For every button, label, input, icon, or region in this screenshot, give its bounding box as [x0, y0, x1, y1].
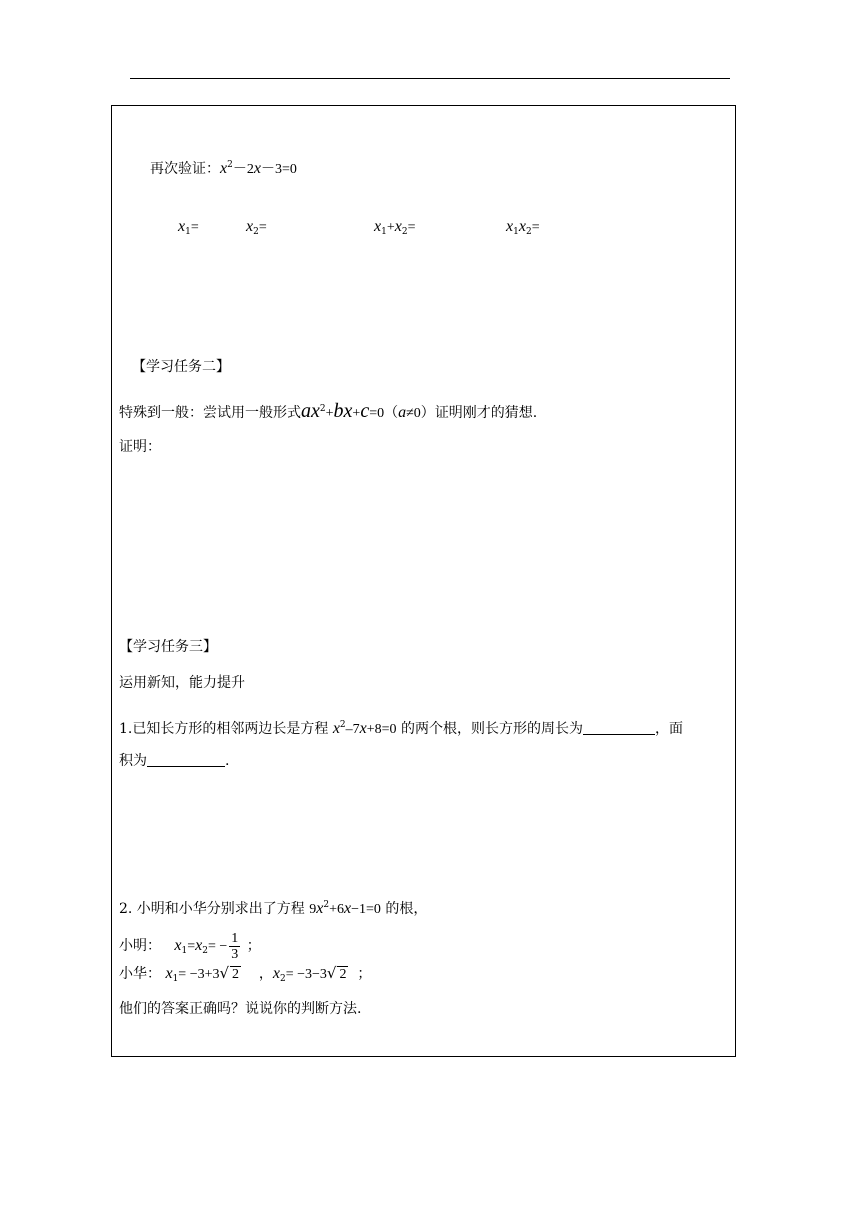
task2-intro: 特殊到一般：尝试用一般形式$ax^2+bx+c=0(a\ne 0)$证明刚才的猜想. — [119, 400, 538, 422]
sqrt-icon: √ — [219, 964, 230, 982]
sqrt-icon: √ — [326, 964, 337, 982]
proof-label: 证明： — [119, 439, 161, 455]
task3-subtitle: 运用新知，能力提升 — [119, 675, 245, 691]
xiaohua-answer: 小华： $x_1= -3+3√$ 2 ，$x_2= -3-3√$ 2 ； — [119, 964, 372, 984]
verify-line: 再次验证：$x^2-2x-3=0$ — [150, 160, 297, 177]
root-sum: $x_1+x_2=$ — [374, 218, 416, 237]
perimeter-blank[interactable] — [583, 720, 655, 735]
header-rule — [130, 78, 730, 79]
root-x2: $x_2=$ — [246, 218, 267, 237]
question-1-line1: 1.已知长方形的相邻两边长是方程 $x^2-7x+8=0$ 的两个根，则长方形的周长为 ，面 — [119, 720, 684, 737]
root-x1: $x_1=$ — [178, 218, 199, 237]
question-2-intro: 2. 小明和小华分别求出了方程 $9x^2+6x-1=0$ 的根， — [119, 900, 428, 917]
area-blank[interactable] — [147, 752, 225, 767]
xiaoming-answer: 小明： $x_1=x_2=$ − $\frac{1}{3}$ ； — [119, 930, 261, 962]
task2-title: 【学习任务二】 — [132, 359, 230, 375]
question-2-prompt: 他们的答案正确吗？说说你的判断方法. — [119, 1001, 362, 1017]
task3-title: 【学习任务三】 — [119, 639, 217, 655]
root-product: $x_1x_2=$ — [506, 218, 540, 237]
fraction-one-third: $\frac{1}{3}$ — [231, 930, 239, 962]
verify-label: 再次验证： — [150, 161, 220, 177]
question-1-line2: 积为 . — [119, 753, 230, 769]
